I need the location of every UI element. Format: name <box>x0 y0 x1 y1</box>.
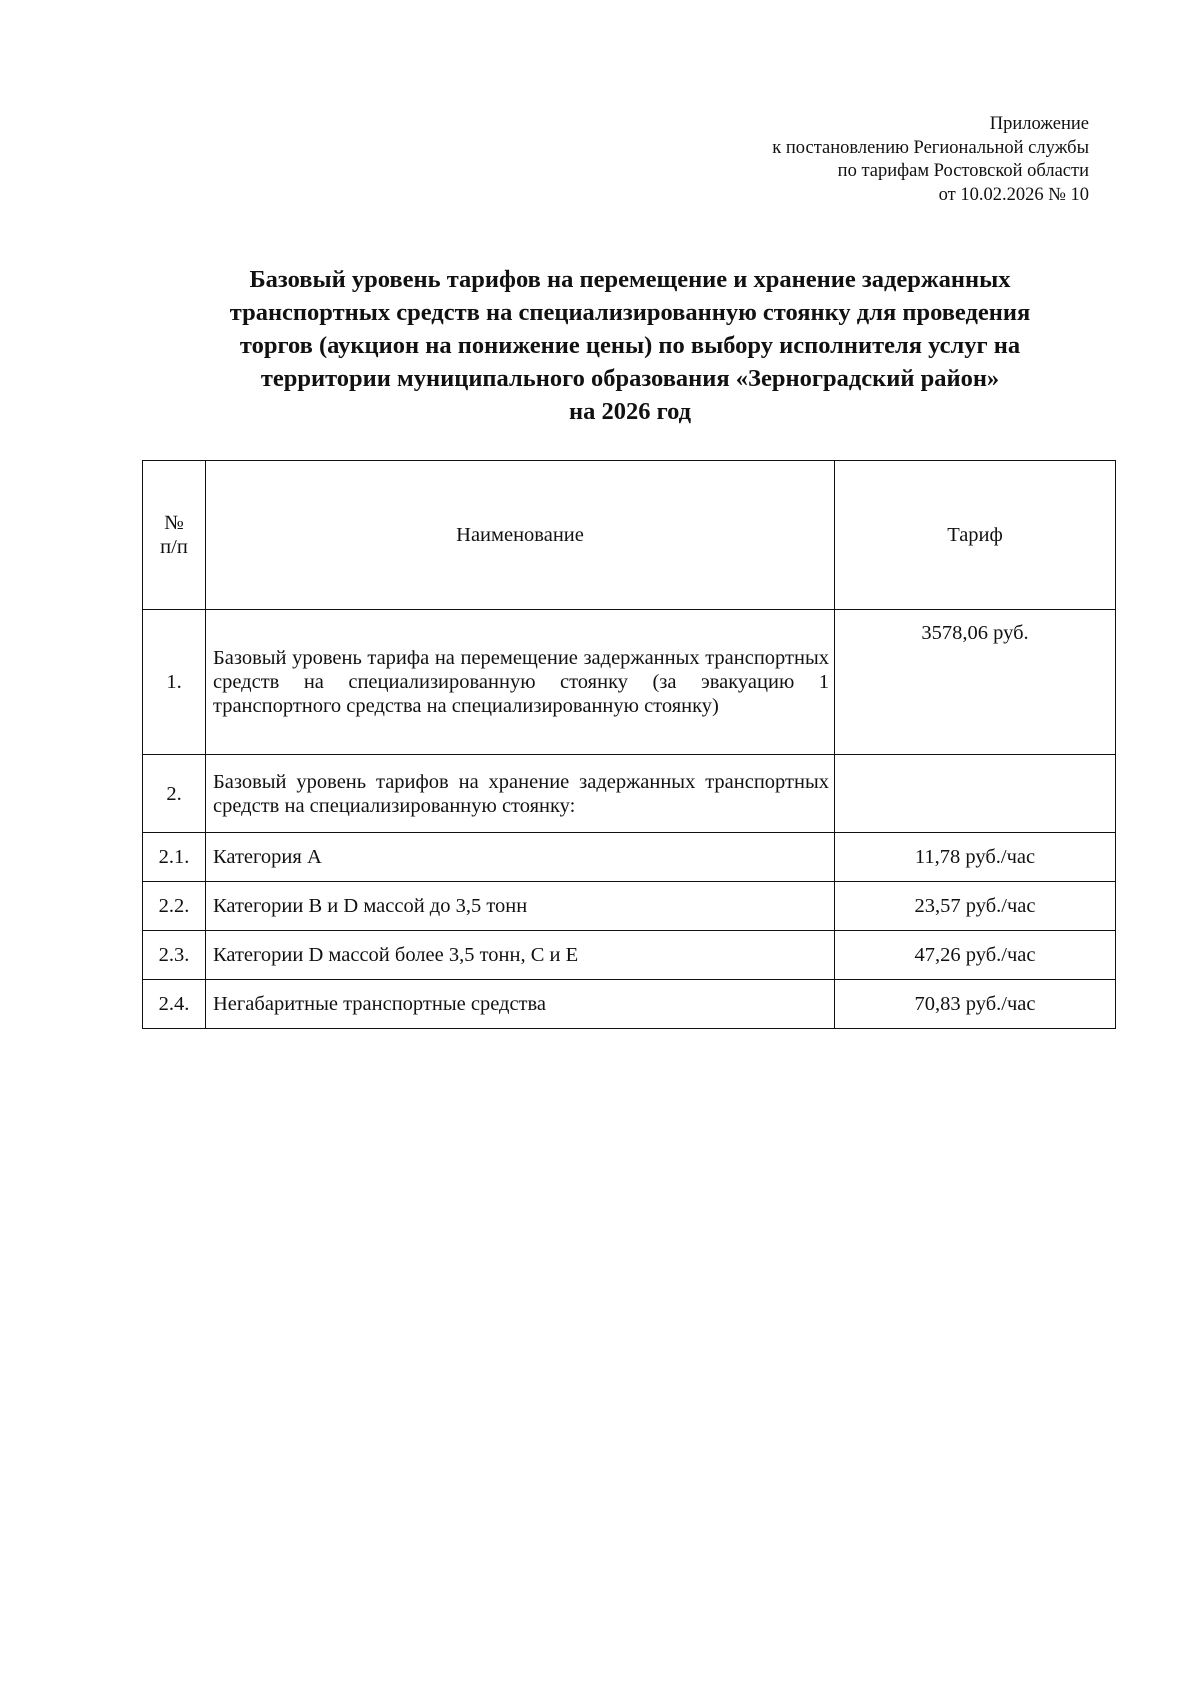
table-row <box>143 755 1116 833</box>
row-name: Категории D массой более 3,5 тонн, С и Е <box>206 931 835 980</box>
row-tariff <box>835 755 1116 833</box>
row-tariff: 11,78 руб./час <box>835 833 1116 882</box>
title-line: территории муниципального образования «Зерноградский район» <box>260 365 1000 392</box>
appendix-date-number: от 10.02.2026 № 10 <box>938 184 1089 205</box>
appendix-line: к постановлению Региональной службы <box>772 137 1089 158</box>
table-row <box>143 610 1116 755</box>
row-tariff: 70,83 руб./час <box>835 980 1116 1029</box>
appendix-line: по тарифам Ростовской области <box>837 161 1089 181</box>
row-number: 2.3. <box>143 931 206 980</box>
table-row <box>143 833 1116 882</box>
header-number-sign: № <box>164 512 184 534</box>
row-number: 2. <box>143 755 206 833</box>
title-line: на 2026 год <box>568 398 692 425</box>
header-name: Наименование <box>206 461 835 610</box>
appendix-header <box>772 113 1089 207</box>
row-name: Негабаритные транспортные средства <box>206 980 835 1029</box>
appendix-line: Приложение <box>989 114 1089 134</box>
title-line: Базовый уровень тарифов на перемещение и хранение задержанных <box>249 266 1011 293</box>
row-number: 2.2. <box>143 882 206 931</box>
title-line: транспортных средств на специализированную стоянку для проведения <box>229 299 1031 326</box>
row-name: Категории В и D массой до 3,5 тонн <box>206 882 835 931</box>
title-line: торгов (аукцион на понижение цены) по выбору исполнителя услуг на <box>239 332 1021 359</box>
row-tariff: 3578,06 руб. <box>835 610 1116 755</box>
header-number-pp: п/п <box>160 536 188 558</box>
row-tariff: 23,57 руб./час <box>835 882 1116 931</box>
table-row <box>143 882 1116 931</box>
row-name: Категория А <box>206 833 835 882</box>
header-tariff: Тариф <box>835 461 1116 610</box>
row-name: Базовый уровень тарифов на хранение задержанных транспортных средств на специализированную стоянку: <box>206 755 835 833</box>
table-row <box>143 980 1116 1029</box>
row-tariff: 47,26 руб./час <box>835 931 1116 980</box>
row-name: Базовый уровень тарифа на перемещение задержанных транспортных средств на специализированную стоянку (за эвакуацию 1 транспортного средства на специализированную стоянку) <box>206 610 835 755</box>
document-title <box>140 263 1120 428</box>
row-number: 2.4. <box>143 980 206 1029</box>
table-header-row <box>143 461 1116 610</box>
header-number <box>143 461 206 610</box>
table-row <box>143 931 1116 980</box>
row-number: 2.1. <box>143 833 206 882</box>
tariffs-table <box>142 460 1116 1029</box>
row-number: 1. <box>143 610 206 755</box>
